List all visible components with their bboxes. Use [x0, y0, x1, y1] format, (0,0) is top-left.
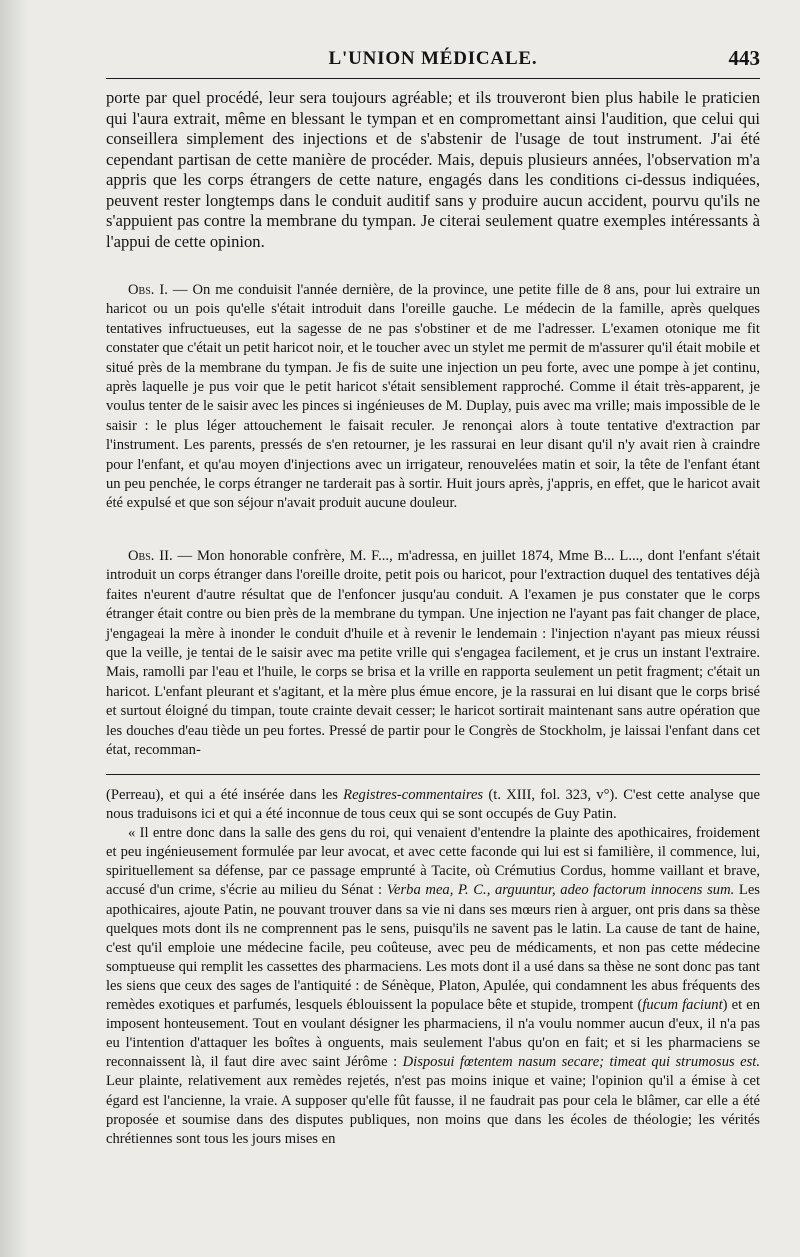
running-title: L'UNION MÉDICALE. [328, 48, 538, 69]
footnote-block [106, 786, 760, 1149]
footnote-text: ) et en imposent honteusement. Tout en voulant désigner les pharmaciens, il n'a voulu nommer aucun d'eux, il n'a pas eu l'intention d'attaquer les boîtes à onguents, mais seulement l'abus qu'on en fait; et si les pharmaciens se reconnaissent là, il faut dire avec saint Jérôme : [106, 997, 761, 1071]
footnote-rule [106, 774, 760, 775]
observation-paragraph [106, 281, 760, 514]
observation-paragraph [106, 547, 760, 760]
footnote-paragraph-2 [106, 824, 760, 1149]
footnote-text: Leur plainte, relativement aux remèdes rejetés, n'est pas moins inique et vaine; l'opinion qu'il a émise à cet égard est l'ancienne, la vraie. A supposer qu'elle fût fausse, il ne faudrait pas pour cela le blâmer, car elle a été proposée et soumise dans des disputes publiques, non moins que dans les écoles de théologie; les vérités chrétiennes sont tous les jours mises en [106, 1073, 760, 1147]
observation-text: — Mon honorable confrère, M. F..., m'adressa, en juillet 1874, Mme B... L..., dont l'enfant s'était introduit un corps étranger dans l'oreille droite, petit pois ou haricot, pour l'extraction duquel des tentatives déjà faites n'eurent d'autre résultat que de l'enfoncer jusqu'au conduit. A l'examen je pus constater que le corps étranger était contre ou bien près de la membrane du tympan. Une injection ne l'ayant pas fait changer de place, j'engageai la mère à inonder le conduit d'huile et à revenir le lendemain : l'injection n'ayant pas mieux réussi que la veille, je tentai de le saisir avec ma petite vrille qui s'engagea facilement, et je crus un instant l'extraire. Mais, ramolli par l'eau et l'huile, le corps se brisa et la vrille en rapporta seulement un petit fragment; c'était un haricot. L'enfant pleurant et s'agitant, et la mère plus émue encore, je la rassurai en lui disant que le corps brisé et surtout éloigné du timpan, toute crainte devait cesser; le haricot sortirait maintenant sans autre opération que les douches d'eau tiède un peu fortes. Pressé de partir pour le Congrès de Stockholm, je laissai l'enfant dans cet état, recomman- [106, 548, 761, 759]
lead-paragraph: porte par quel procédé, leur sera toujours agréable; et ils trouveront bien plus habile le praticien qui l'aura extrait, même en blessant le tympan et en compromettant ainsi l'audition, que celui qui conseillera simplement des injections et de s'abstenir de l'usage de tout instrument. J'ai été cependant partisan de cette manière de procéder. Mais, depuis plusieurs années, l'observation m'a appris que les corps étrangers de cette nature, engagés dans les conditions ci-dessus indiquées, peuvent rester longtemps dans le conduit auditif sans y produire aucun accident, pourvu qu'ils ne s'appuient pas contre la membrane du tympan. Je citerai seulement quatre exemples intéressants à l'appui de cette opinion. [106, 88, 760, 251]
footnote-italic: Verba mea, P. C., arguuntur, adeo factorum innocens sum. [386, 882, 735, 899]
footnote-text: (Perreau), et qui a été insérée dans les [106, 787, 344, 803]
header-rule [106, 78, 760, 79]
page-header [106, 44, 760, 74]
observation-label: Obs. I. [128, 282, 168, 298]
footnote-italic: Registres-commentaires [343, 787, 484, 803]
page-gutter-shadow [0, 0, 28, 1257]
footnote-italic: fucum faciunt [642, 997, 723, 1014]
footnote-text: « Il entre donc dans la salle des gens du roi, qui venaient d'entendre la plainte des apothicaires, froidement et peu ingénieusement formulée par leur avocat, et avec cette faconde qui lui est si familière, il commence, lui, spirituellement sa défense, par ce passage emprunté à Tacite, où Crémutius Cordus, homme vaillant et brave, accusé d'un crime, s'écrie au milieu du Sénat : [106, 825, 760, 899]
observation-label: Obs. II. [128, 548, 173, 564]
footnote-italic: Disposui fœtentem nasum secare; timeat qui strumosus est. [402, 1054, 760, 1071]
footnote-paragraph-1 [106, 786, 760, 824]
page-number: 443 [728, 46, 760, 70]
footnote-text: (t. XIII, fol. 323, v°). C'est cette analyse que nous traduisons ici et qui a été inconnue de tous ceux qui se sont occupés de Guy Patin. [106, 787, 760, 823]
lead-paragraph-block [106, 88, 760, 252]
observation-text: — On me conduisit l'année dernière, de la province, une petite fille de 8 ans, pour lui extraire un haricot ou un pois qu'elle s'était introduit dans l'oreille gauche. Le médecin de la famille, après quelques tentatives infructueuses, eut la sagesse de ne pas s'obstiner et de me l'adresser. L'examen otonique me fit constater que c'était un petit haricot noir, et le toucher avec un stylet me permit de m'assurer qu'il était mobile et situé près de la membrane du tympan. Je fis de suite une injection un peu forte, avec une pompe à jet continu, après laquelle je pus voir que le petit haricot s'était sensiblement rapproché. Comme il était très-apparent, je voulus tenter de le saisir avec les pinces si ingénieuses de M. Duplay, puis avec ma vrille; mais impossible de le saisir : le plus léger attouchement le faisait reculer. Je renonçai alors à toute tentative d'extraction par l'instrument. Les parents, pressés de s'en retourner, je les rassurai en leur disant qu'il n'y avait rien à craindre pour l'enfant, et qu'au moyen d'injections avec un irrigateur, renouvelées matin et soir, la tête de l'enfant étant un peu penchée, le corps étranger ne tarderait pas à sortir. Huit jours après, j'appris, en effet, que le haricot avait été expulsé et que son séjour n'avait produit aucune douleur. [106, 282, 761, 512]
footnote-text: Les apothicaires, ajoute Patin, ne pouvant trouver dans sa vie ni dans ses mœurs rien à arguer, ont pris dans sa thèse quelques mots dont ils ne comprennent pas le sens, puisqu'ils ne savent pas le latin. La cause de tant de haine, c'est qu'il emploie une médecine facile, peu coûteuse, avec peu de médicaments, et non pas cette médecine somptueuse qui remplit les cassettes des pharmaciens. Les mots dont il a usé dans sa thèse ne sont donc pas tant les siens que ceux des sages de l'antiquité : de Sénèque, Platon, Apulée, qui condamnent les abus fréquents des remèdes exotiques et parfumés, lesquels éblouissent la populace bête et stupide, trompent ( [106, 882, 760, 1014]
observation-2 [106, 547, 760, 760]
observation-1 [106, 281, 760, 514]
